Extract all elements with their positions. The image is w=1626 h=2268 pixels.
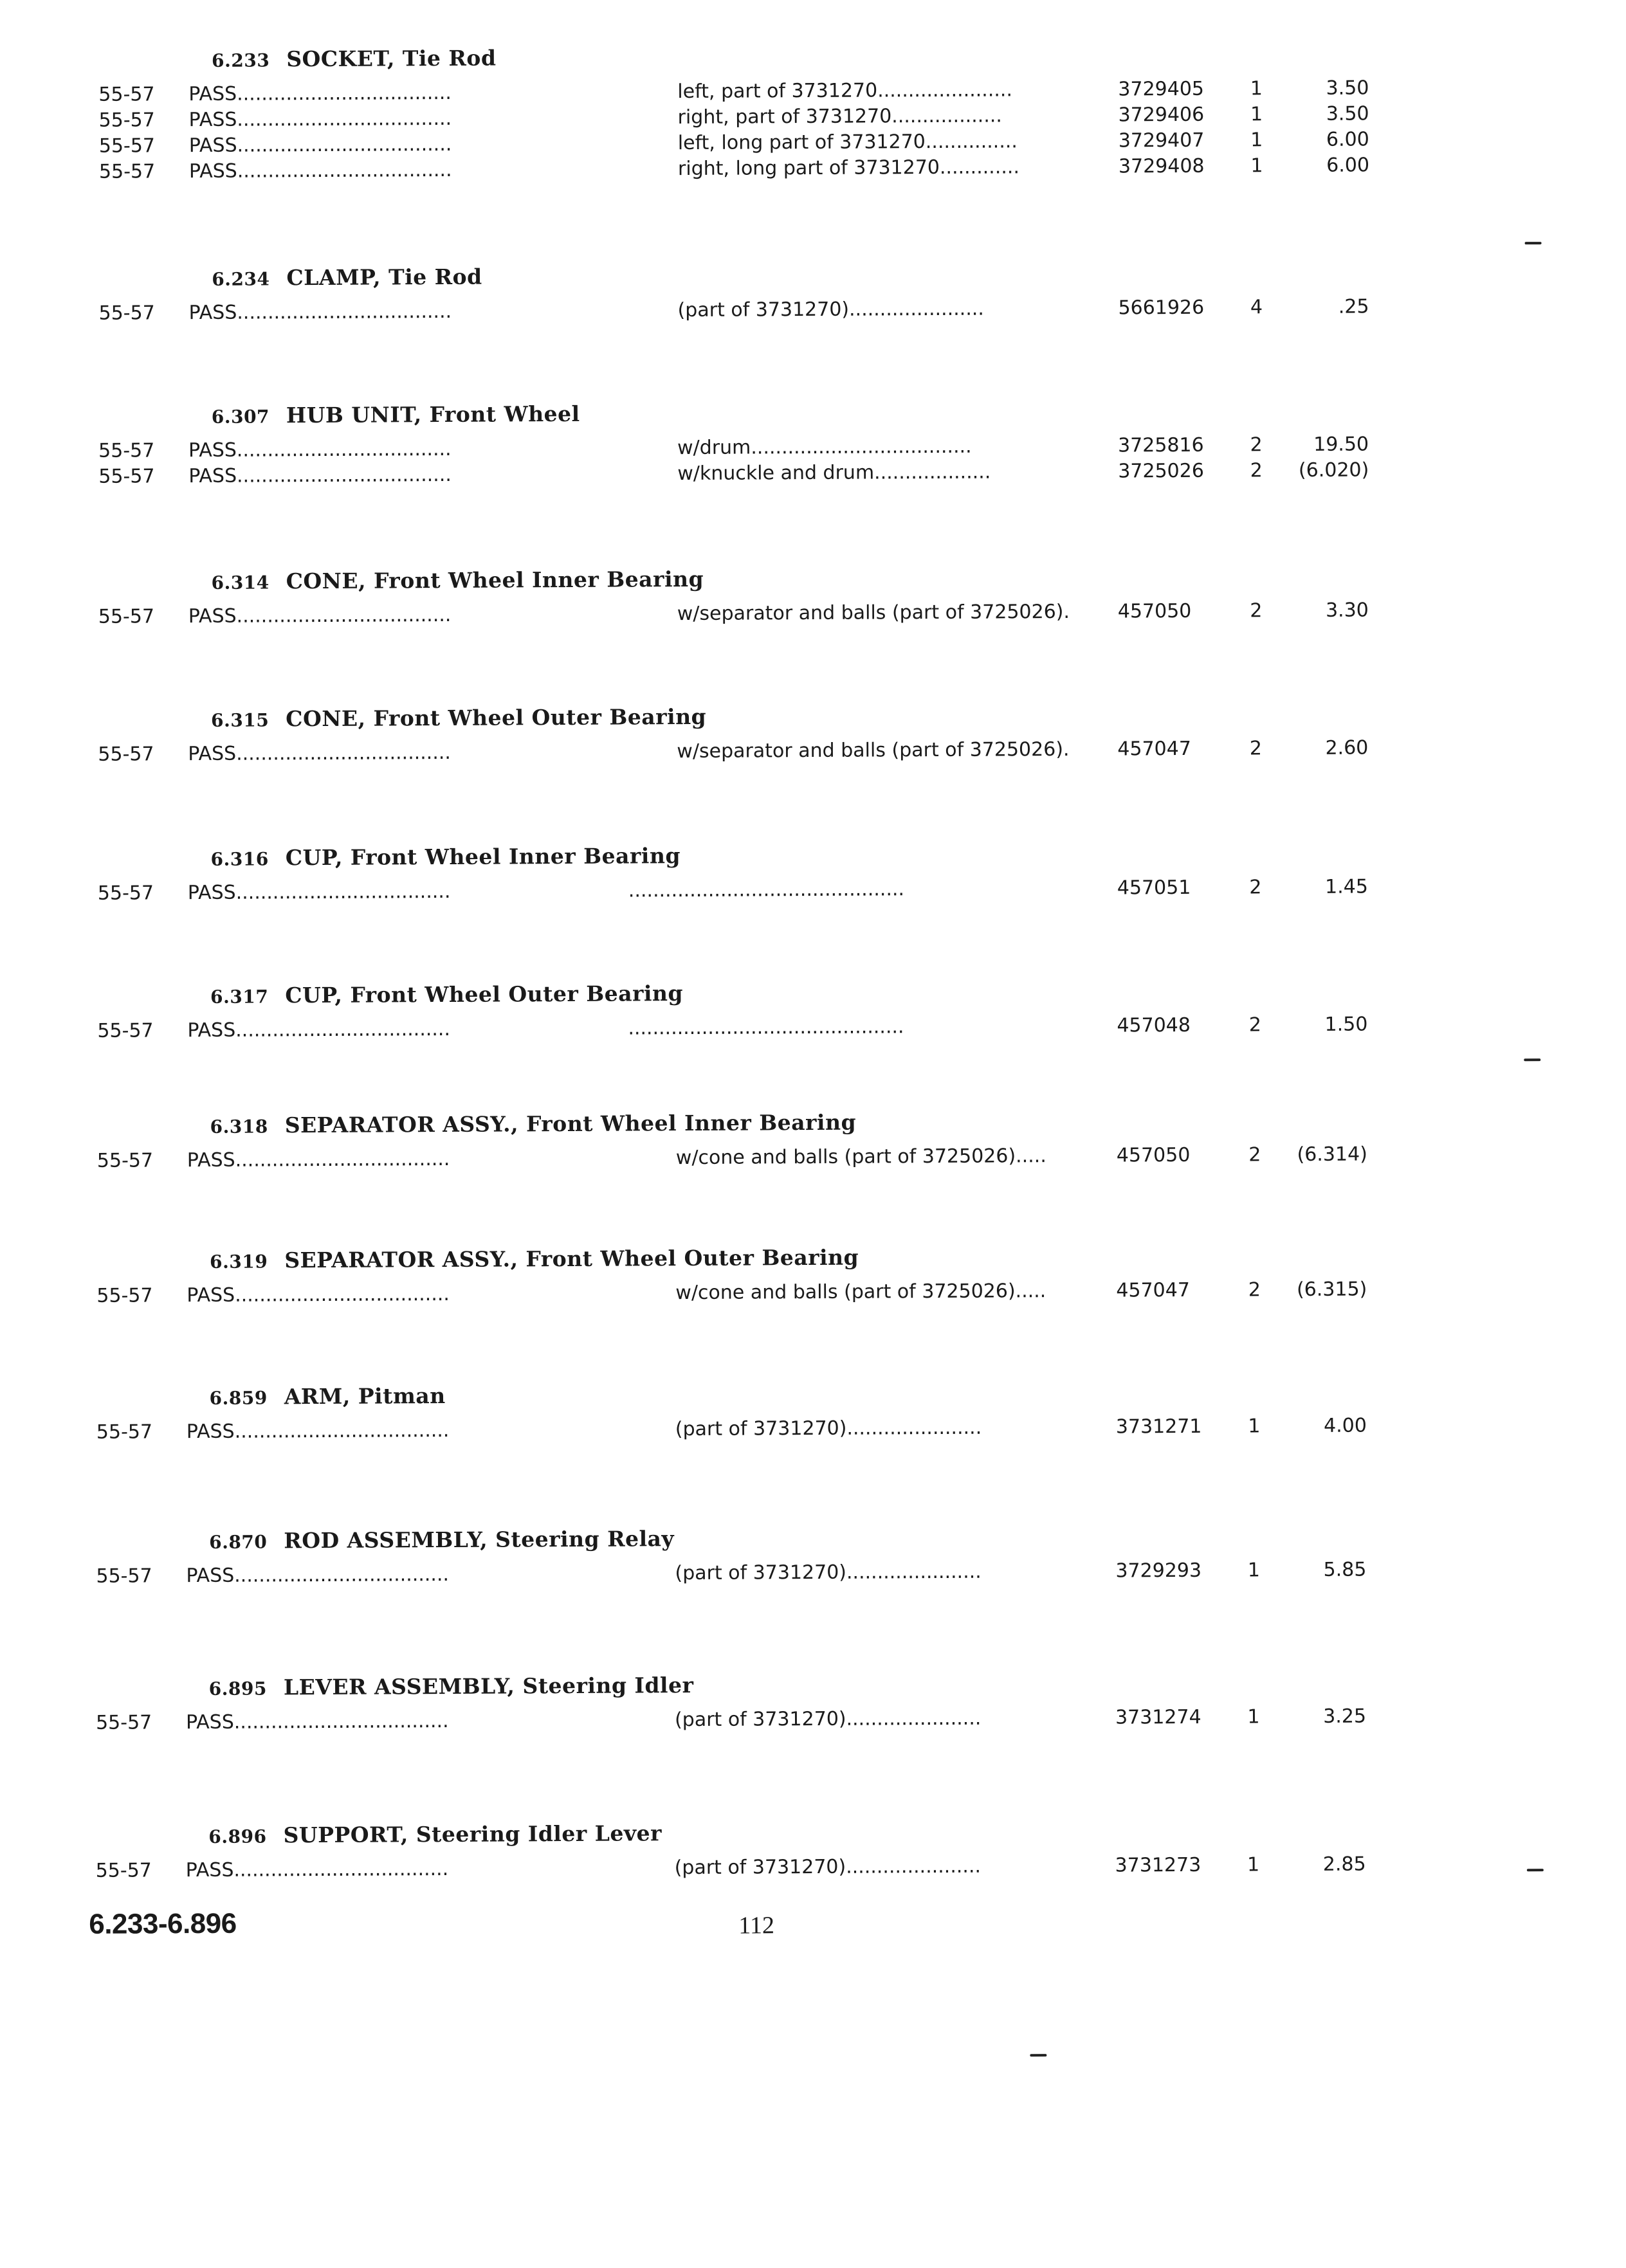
scan-mark bbox=[1527, 1869, 1544, 1871]
description: w/cone and balls (part of 3725026)..... bbox=[675, 1280, 1046, 1305]
description: (part of 3731270)...................... bbox=[675, 1416, 982, 1441]
section-6-307 bbox=[0, 390, 1624, 504]
body-type: PASS................................... bbox=[187, 880, 451, 905]
model-year: 55-57 bbox=[98, 439, 155, 462]
quantity: 2 bbox=[1249, 737, 1262, 760]
quantity: 1 bbox=[1247, 1559, 1261, 1582]
body-type: PASS................................... bbox=[188, 132, 452, 158]
quantity: 1 bbox=[1248, 1415, 1261, 1438]
model-year: 55-57 bbox=[98, 134, 156, 158]
price: 3.30 bbox=[1325, 599, 1369, 622]
section-heading bbox=[211, 704, 706, 732]
section-6-316 bbox=[0, 833, 1626, 921]
model-year: 55-57 bbox=[98, 465, 155, 488]
section-heading bbox=[209, 1383, 445, 1410]
section-title: HUB UNIT, Front Wheel bbox=[286, 401, 580, 428]
model-year: 55-57 bbox=[97, 1019, 154, 1042]
section-heading bbox=[212, 264, 482, 291]
body-type: PASS................................... bbox=[185, 1709, 449, 1734]
description: right, part of 3731270.................. bbox=[677, 104, 1003, 129]
part-number: 457048 bbox=[1117, 1013, 1191, 1037]
section-6-314 bbox=[0, 556, 1625, 644]
model-year: 55-57 bbox=[98, 302, 155, 325]
description: w/cone and balls (part of 3725026)..... bbox=[675, 1145, 1046, 1170]
part-number: 3729293 bbox=[1115, 1559, 1202, 1583]
price: 3.50 bbox=[1326, 77, 1369, 100]
section-6-319 bbox=[2, 1235, 1626, 1323]
section-6-315 bbox=[0, 694, 1625, 782]
section-6-234 bbox=[0, 253, 1623, 341]
model-year: 55-57 bbox=[96, 1284, 153, 1307]
body-type: PASS................................... bbox=[188, 463, 452, 488]
description: right, long part of 3731270............. bbox=[677, 156, 1020, 181]
section-6-895 bbox=[4, 1662, 1626, 1750]
body-type: PASS................................... bbox=[186, 1563, 450, 1588]
quantity: 1 bbox=[1250, 77, 1263, 100]
section-number: 6.870 bbox=[209, 1531, 268, 1553]
section-6-317 bbox=[1, 970, 1626, 1058]
section-title: LEVER ASSEMBLY, Steering Idler bbox=[283, 1672, 694, 1700]
body-type: PASS................................... bbox=[186, 1419, 450, 1444]
part-number: 3729408 bbox=[1118, 154, 1205, 178]
section-number: 6.896 bbox=[208, 1826, 267, 1847]
quantity: 1 bbox=[1250, 103, 1263, 126]
section-title: SUPPORT, Steering Idler Lever bbox=[283, 1820, 662, 1848]
quantity: 2 bbox=[1249, 876, 1262, 899]
part-number: 3731273 bbox=[1115, 1853, 1201, 1877]
description: (part of 3731270)...................... bbox=[674, 1855, 982, 1880]
quantity: 2 bbox=[1248, 1013, 1262, 1037]
section-title: CUP, Front Wheel Inner Bearing bbox=[285, 843, 681, 871]
model-year: 55-57 bbox=[96, 1149, 154, 1172]
section-heading bbox=[209, 1673, 694, 1700]
section-6-318 bbox=[1, 1100, 1626, 1188]
part-number: 457050 bbox=[1117, 599, 1192, 623]
model-year: 55-57 bbox=[98, 109, 155, 132]
section-number: 6.318 bbox=[210, 1116, 268, 1138]
model-year: 55-57 bbox=[98, 83, 155, 106]
model-year: 55-57 bbox=[98, 743, 154, 766]
section-title: CONE, Front Wheel Outer Bearing bbox=[286, 703, 707, 732]
body-type: PASS................................... bbox=[188, 81, 452, 106]
price: 1.45 bbox=[1324, 875, 1368, 898]
section-number: 6.315 bbox=[210, 709, 269, 731]
section-heading bbox=[210, 981, 683, 1008]
quantity: 2 bbox=[1248, 1143, 1261, 1166]
description: left, long part of 3731270............... bbox=[677, 130, 1018, 155]
section-title: ROD ASSEMBLY, Steering Relay bbox=[284, 1526, 675, 1554]
description: left, part of 3731270...................... bbox=[677, 78, 1013, 104]
section-number: 6.307 bbox=[211, 406, 270, 428]
body-type: PASS................................... bbox=[188, 158, 452, 183]
scan-mark bbox=[1524, 1058, 1540, 1061]
part-number: 3731274 bbox=[1115, 1705, 1201, 1729]
price: (6.315) bbox=[1296, 1278, 1367, 1302]
quantity: 2 bbox=[1248, 1278, 1261, 1302]
section-number: 6.234 bbox=[212, 268, 270, 290]
quantity: 2 bbox=[1250, 599, 1263, 622]
section-heading bbox=[209, 1526, 674, 1554]
body-type: PASS................................... bbox=[188, 107, 452, 132]
body-type: PASS................................... bbox=[188, 603, 452, 628]
body-type: PASS................................... bbox=[188, 437, 452, 462]
section-title: SEPARATOR ASSY., Front Wheel Outer Bearing bbox=[284, 1244, 859, 1273]
price: 5.85 bbox=[1323, 1558, 1367, 1581]
part-number: 3731271 bbox=[1115, 1415, 1202, 1438]
section-title: ARM, Pitman bbox=[284, 1383, 446, 1410]
part-number: 5661926 bbox=[1118, 296, 1205, 320]
section-6-233 bbox=[0, 34, 1622, 199]
part-number: 457047 bbox=[1117, 737, 1191, 761]
price: 2.60 bbox=[1325, 736, 1369, 759]
body-type: PASS................................... bbox=[188, 300, 452, 325]
body-type: PASS................................... bbox=[185, 1857, 449, 1882]
section-6-896 bbox=[5, 1810, 1626, 1898]
price: 2.85 bbox=[1322, 1853, 1366, 1876]
description: w/separator and balls (part of 3725026). bbox=[677, 600, 1070, 626]
section-title: SEPARATOR ASSY., Front Wheel Inner Bearing bbox=[284, 1109, 857, 1138]
section-heading bbox=[210, 1245, 859, 1273]
price: 6.00 bbox=[1326, 128, 1369, 151]
quantity: 4 bbox=[1250, 296, 1263, 319]
part-number: 457050 bbox=[1116, 1143, 1191, 1167]
price: 4.00 bbox=[1323, 1414, 1367, 1437]
page-range-label: 6.233-6.896 bbox=[89, 1907, 237, 1940]
description: (part of 3731270)...................... bbox=[675, 1560, 982, 1585]
price: (6.020) bbox=[1298, 458, 1369, 482]
quantity: 1 bbox=[1247, 1705, 1260, 1728]
model-year: 55-57 bbox=[96, 1565, 152, 1588]
price: 6.00 bbox=[1326, 154, 1370, 177]
model-year: 55-57 bbox=[98, 160, 156, 183]
part-number: 3729405 bbox=[1118, 77, 1205, 101]
quantity: 2 bbox=[1250, 459, 1263, 482]
section-title: CONE, Front Wheel Inner Bearing bbox=[286, 566, 704, 594]
description: (part of 3731270)...................... bbox=[674, 1707, 982, 1732]
description: w/separator and balls (part of 3725026). bbox=[677, 738, 1070, 763]
model-year: 55-57 bbox=[96, 1420, 153, 1444]
body-type: PASS................................... bbox=[187, 1017, 451, 1042]
part-number: 457051 bbox=[1117, 876, 1191, 900]
part-number: 457047 bbox=[1116, 1278, 1190, 1302]
description: w/drum.................................... bbox=[677, 435, 972, 460]
model-year: 55-57 bbox=[97, 882, 154, 905]
scan-mark bbox=[1030, 2054, 1046, 2056]
section-number: 6.319 bbox=[209, 1251, 268, 1273]
body-type: PASS................................... bbox=[187, 1147, 450, 1172]
price: 1.50 bbox=[1324, 1013, 1368, 1036]
section-number: 6.316 bbox=[210, 848, 269, 870]
section-6-859 bbox=[3, 1372, 1626, 1460]
section-number: 6.314 bbox=[211, 572, 269, 594]
section-title: CUP, Front Wheel Outer Bearing bbox=[285, 981, 684, 1008]
section-heading bbox=[212, 46, 497, 72]
section-heading bbox=[210, 843, 681, 871]
model-year: 55-57 bbox=[95, 1859, 152, 1882]
description: (part of 3731270)...................... bbox=[677, 297, 984, 322]
section-6-870 bbox=[3, 1516, 1626, 1604]
description: ............................................. bbox=[628, 1015, 904, 1040]
page-number: 112 bbox=[738, 1912, 775, 1939]
price: 3.50 bbox=[1326, 102, 1369, 125]
section-number: 6.233 bbox=[212, 50, 270, 71]
price: (6.314) bbox=[1297, 1143, 1367, 1166]
section-heading bbox=[210, 1110, 856, 1138]
model-year: 55-57 bbox=[95, 1711, 152, 1734]
description: w/knuckle and drum................... bbox=[677, 460, 991, 485]
section-heading bbox=[211, 567, 704, 594]
part-number: 3725026 bbox=[1118, 459, 1204, 483]
model-year: 55-57 bbox=[98, 605, 155, 628]
section-number: 6.895 bbox=[208, 1678, 268, 1700]
price: .25 bbox=[1338, 295, 1369, 318]
section-heading bbox=[208, 1820, 662, 1848]
part-number: 3729406 bbox=[1118, 103, 1205, 127]
body-type: PASS................................... bbox=[188, 741, 451, 766]
price: 19.50 bbox=[1313, 433, 1369, 456]
section-number: 6.317 bbox=[210, 986, 269, 1008]
quantity: 2 bbox=[1250, 433, 1263, 457]
part-number: 3729407 bbox=[1118, 129, 1205, 152]
part-number: 3725816 bbox=[1117, 433, 1204, 457]
quantity: 1 bbox=[1247, 1853, 1260, 1876]
description: ............................................. bbox=[628, 878, 905, 902]
quantity: 1 bbox=[1250, 154, 1263, 177]
scan-mark bbox=[1525, 242, 1542, 244]
section-title: SOCKET, Tie Rod bbox=[286, 45, 497, 72]
section-title: CLAMP, Tie Rod bbox=[286, 264, 482, 291]
quantity: 1 bbox=[1250, 129, 1263, 152]
body-type: PASS................................... bbox=[187, 1282, 450, 1307]
price: 3.25 bbox=[1323, 1705, 1367, 1728]
section-number: 6.859 bbox=[209, 1387, 268, 1409]
section-heading bbox=[212, 401, 580, 428]
